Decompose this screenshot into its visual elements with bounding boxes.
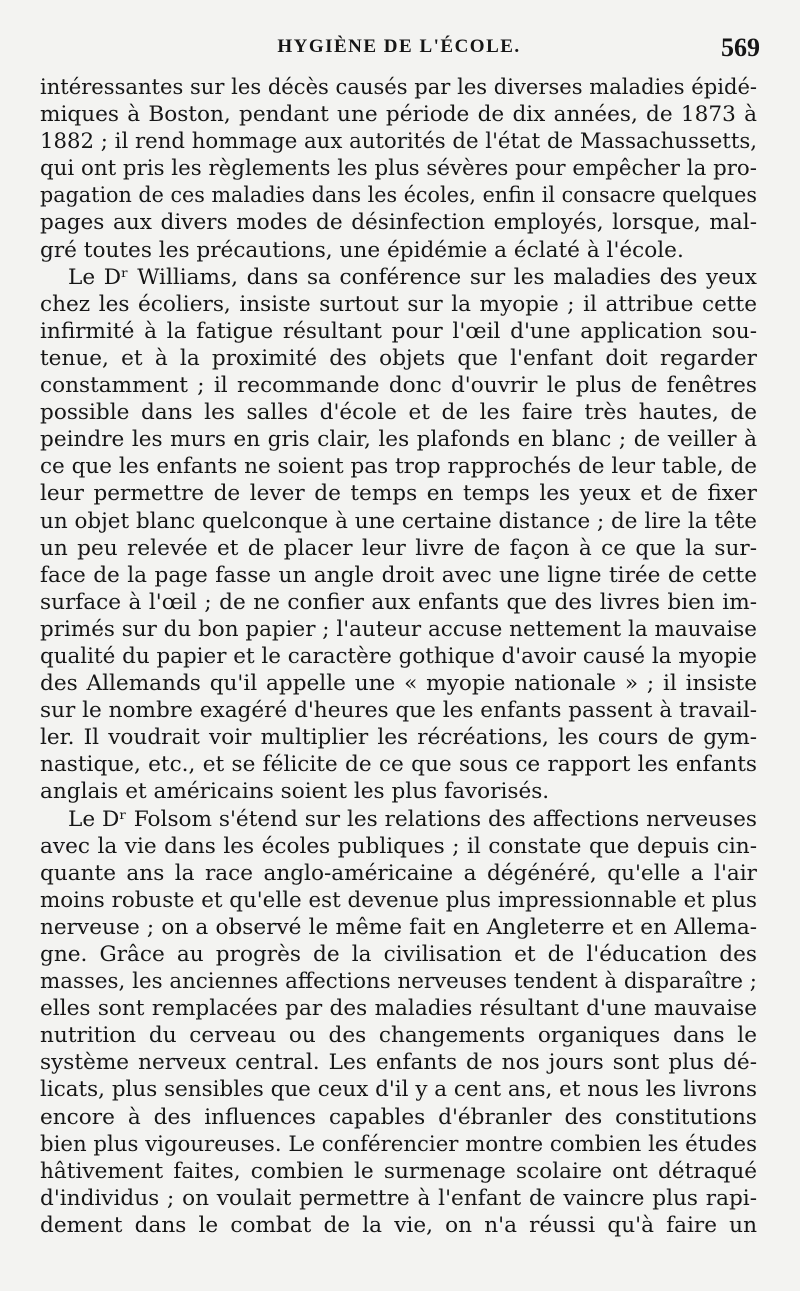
- text-line: ce que les enfants ne soient pas trop rapprochés de leur table, de: [40, 454, 757, 480]
- body-text: [40, 74, 757, 1239]
- text-line: sur le nombre exagéré d'heures que les enfants passent à travail-: [40, 698, 757, 724]
- text-line: nastique, etc., et se félicite de ce que sous ce rapport les enfants: [40, 752, 757, 778]
- text-line: d'individus ; on voulait permettre à l'enfant de vaincre plus rapi-: [40, 1185, 757, 1211]
- text-line: qui ont pris les règlements les plus sévères pour empêcher la pro-: [40, 156, 757, 182]
- text-line: hâtivement faites, combien le surmenage scolaire ont détraqué: [40, 1158, 757, 1184]
- text-line: intéressantes sur les décès causés par les diverses maladies épidé-: [40, 75, 757, 100]
- text-line: peindre les murs en gris clair, les plafonds en blanc ; de veiller à: [40, 427, 757, 453]
- text-line: nutrition du cerveau ou des changements organiques dans le: [40, 1023, 757, 1049]
- text-line: leur permettre de lever de temps en temps les yeux et de fixer: [40, 481, 757, 507]
- text-line: miques à Boston, pendant une période de dix années, de 1873 à: [40, 102, 757, 128]
- text-line: elles sont remplacées par des maladies résultant d'une mauvaise: [40, 996, 757, 1022]
- running-title: HYGIÈNE DE L'ÉCOLE.: [277, 36, 521, 57]
- text-line: des Allemands qu'il appelle une « myopie nationale » ; il insiste: [40, 671, 757, 697]
- text-line: pages aux divers modes de désinfection employés, lorsque, mal-: [40, 210, 757, 236]
- text-line: avec la vie dans les écoles publiques ; il constate que depuis cin-: [40, 833, 757, 859]
- text-line: 1882 ; il rend hommage aux autorités de l'état de Massachussetts,: [40, 129, 757, 155]
- text-line: gne. Grâce au progrès de la civilisation et de l'éducation des: [40, 942, 757, 967]
- page-header: [38, 33, 760, 70]
- text-line: Le Dʳ Folsom s'étend sur les relations des affections nerveuses: [68, 806, 757, 832]
- text-line: système nerveux central. Les enfants de nos jours sont plus dé-: [40, 1050, 757, 1076]
- text-line: un objet blanc quelconque à une certaine distance ; de lire la tête: [40, 508, 757, 534]
- text-line: quante ans la race anglo-américaine a dégénéré, qu'elle a l'air: [40, 860, 757, 886]
- text-line: pagation de ces maladies dans les écoles, enfin il consacre quelques: [40, 183, 757, 209]
- text-line: masses, les anciennes affections nerveuses tendent à disparaître ;: [40, 969, 757, 995]
- text-line: bien plus vigoureuses. Le conférencier montre combien les études: [40, 1131, 757, 1157]
- text-line: encore à des influences capables d'ébranler des constitutions: [40, 1104, 757, 1130]
- text-line: possible dans les salles d'école et de les faire très hautes, de: [40, 400, 757, 426]
- text-line: ler. Il voudrait voir multiplier les récréations, les cours de gym-: [40, 725, 757, 751]
- text-line: tenue, et à la proximité des objets que l'enfant doit regarder: [40, 345, 757, 371]
- text-line: infirmité à la fatigue résultant pour l'œil d'une application sou-: [40, 318, 757, 344]
- page-number: 569: [721, 33, 760, 62]
- text-line: licats, plus sensibles que ceux d'il y a cent ans, et nous les livrons: [40, 1077, 757, 1103]
- text-line: constamment ; il recommande donc d'ouvrir le plus de fenêtres: [40, 373, 757, 399]
- text-line: gré toutes les précautions, une épidémie a éclaté à l'école.: [40, 237, 684, 263]
- text-line: face de la page fasse un angle droit avec une ligne tirée de cette: [40, 562, 757, 588]
- text-line: nerveuse ; on a observé le même fait en Angleterre et en Allema-: [40, 914, 757, 940]
- text-line: moins robuste et qu'elle est devenue plus impressionnable et plus: [40, 887, 757, 913]
- text-line: un peu relevée et de placer leur livre de façon à ce que la sur-: [40, 535, 757, 561]
- text-line: chez les écoliers, insiste surtout sur la myopie ; il attribue cette: [40, 291, 757, 317]
- text-line: dement dans le combat de la vie, on n'a réussi qu'à faire un: [40, 1212, 757, 1238]
- text-line: primés sur du bon papier ; l'auteur accuse nettement la mauvaise: [40, 616, 757, 642]
- text-line: qualité du papier et le caractère gothique d'avoir causé la myopie: [40, 643, 757, 669]
- text-line: surface à l'œil ; de ne confier aux enfants que des livres bien im-: [40, 589, 757, 615]
- text-line: anglais et américains soient les plus favorisés.: [40, 779, 550, 805]
- text-line: Le Dʳ Williams, dans sa conférence sur les maladies des yeux: [68, 264, 757, 290]
